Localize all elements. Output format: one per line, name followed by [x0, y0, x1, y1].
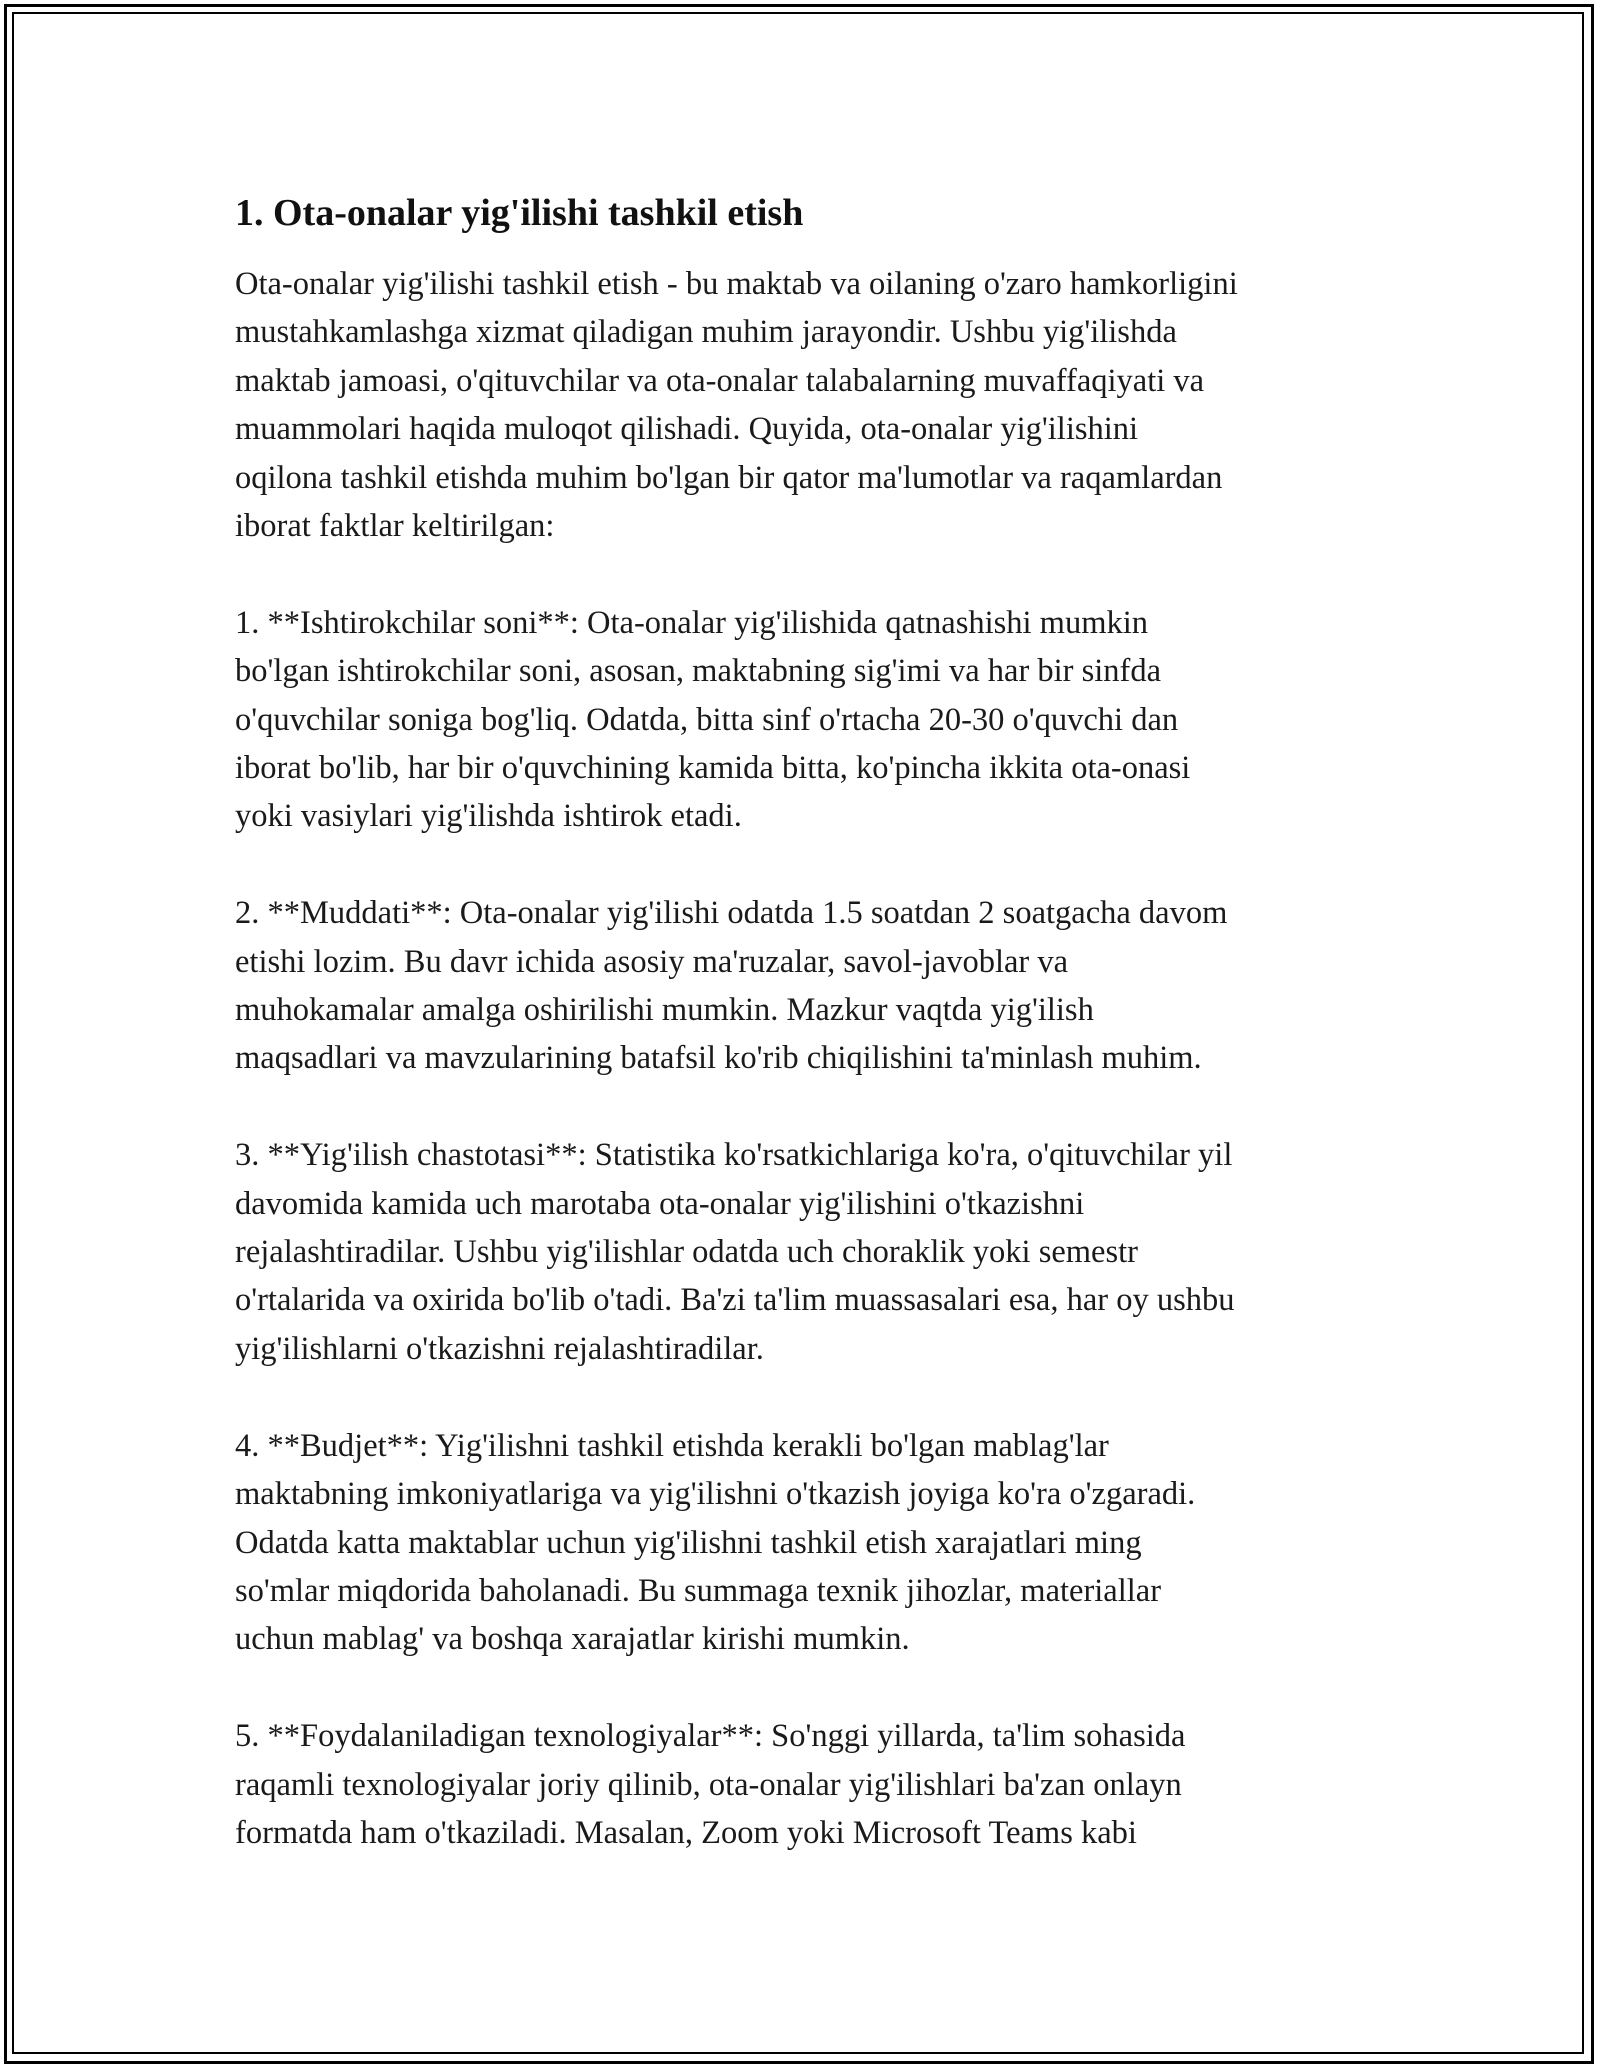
intro-paragraph: Ota-onalar yig'ilishi tashkil etish - bu maktab va oilaning o'zaro hamkorligini mustahkamlashga xizmat qiladigan muhim jarayondir. Ushbu yig'ilishda maktab jamoasi, o'qituvchilar va ota-onalar talabalarning muvaffaqiyati va muammolari haqida muloqot qilishadi. Quyida, ota-onalar yig'ilishini oqilona tashkil etishda muhim bo'lgan bir qator ma'lumotlar va raqamlardan iborat faktlar keltirilgan: — [235, 266, 1238, 545]
document-body — [235, 188, 1375, 1857]
paragraph-budget: 4. **Budjet**: Yig'ilishni tashkil etishda kerakli bo'lgan mablag'lar maktabning imkoniyatlariga va yig'ilishni o'tkazish joyiga ko'ra o'zgaradi. Odatda katta maktablar uchun yig'ilishni tashkil etish xarajatlari ming so'mlar miqdorida baholanadi. Bu summaga texnik jihozlar, materiallar uchun mablag' va boshqa xarajatlar kirishi mumkin. — [235, 1427, 1196, 1658]
document-title: 1. Ota-onalar yig'ilishi tashkil etish — [235, 192, 804, 234]
paragraph-participants: 1. **Ishtirokchilar soni**: Ota-onalar yig'ilishida qatnashishi mumkin bo'lgan ishtirokchilar soni, asosan, maktabning sig'imi va har bir sinfda o'quvchilar soniga bog'liq. Odatda, bitta sinf o'rtacha 20-30 o'quvchi dan iborat bo'lib, har bir o'quvchining kamida bitta, ko'pincha ikkita ota-onasi yoki vasiylari yig'ilishda ishtirok etadi. — [235, 604, 1191, 835]
paragraph-duration: 2. **Muddati**: Ota-onalar yig'ilishi odatda 1.5 soatdan 2 soatgacha davom etishi lozim. Bu davr ichida asosiy ma'ruzalar, savol-javoblar va muhokamalar amalga oshirilishi mumkin. Mazkur vaqtda yig'ilish maqsadlari va mavzularining batafsil ko'rib chiqilishini ta'minlash muhim. — [235, 895, 1228, 1077]
paragraph-frequency: 3. **Yig'ilish chastotasi**: Statistika ko'rsatkichlariga ko'ra, o'qituvchilar yil davomida kamida uch marotaba ota-onalar yig'ilishini o'tkazishni rejalashtiradilar. Ushbu yig'ilishlar odatda uch choraklik yoki semestr o'rtalarida va oxirida bo'lib o'tadi. Ba'zi ta'lim muassasalari esa, har oy ushbu yig'ilishlarni o'tkazishni rejalashtiradilar. — [235, 1137, 1235, 1367]
paragraph-technologies: 5. **Foydalaniladigan texnologiyalar**: So'nggi yillarda, ta'lim sohasida raqamli texnologiyalar joriy qilinib, ota-onalar yig'ilishlari ba'zan onlayn formatda ham o'tkaziladi. Masalan, Zoom yoki Microsoft Teams kabi — [235, 1718, 1186, 1851]
